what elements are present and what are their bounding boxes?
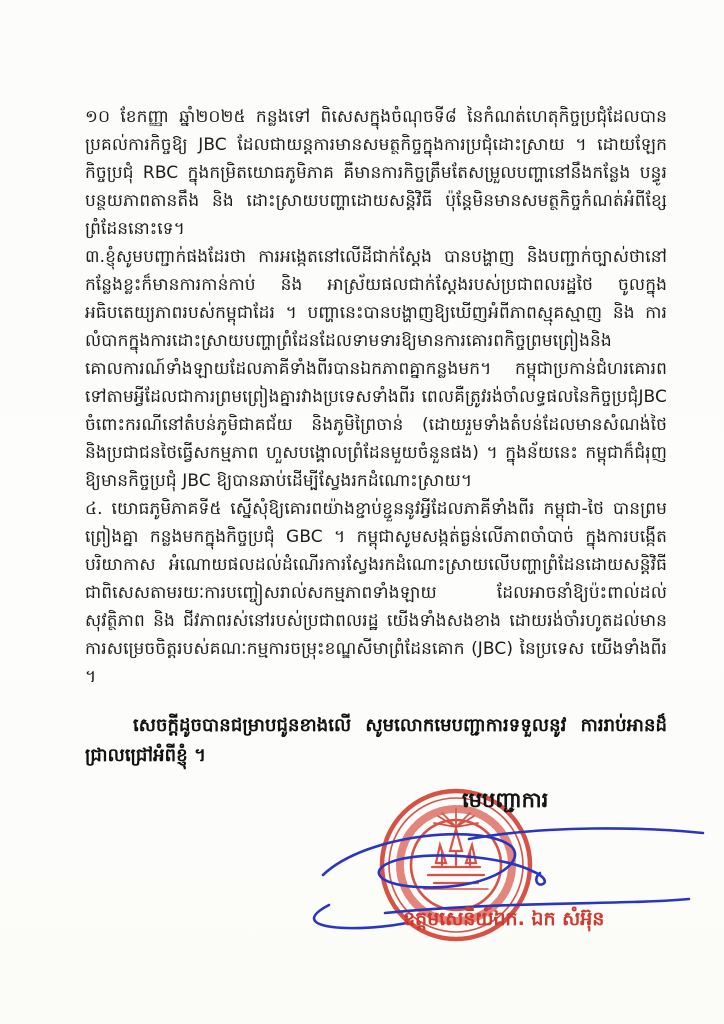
handwritten-signature <box>85 779 724 979</box>
letter-body <box>85 103 667 1014</box>
closing-statement: សេចក្តីដូចបានជម្រាបជូនខាងលើ សូមលោកមេបញ្ជាការទទួលនូវ ការរាប់អានដ៏ជ្រាលជ្រៅអំពីខ្ញុំ ។ <box>85 715 667 766</box>
paragraph-point-3: ៣.ខ្ញុំសូមបញ្ជាក់ផងដែរថា ការអង្កេតនៅលើដីជាក់ស្តែង បានបង្ហាញ និងបញ្ជាក់ច្បាស់ថានៅកន្លែងខ្លះក៏មានការកាន់កាប់ និង អាស្រ័យផលជាក់ស្តែងរបស់ប្រជាពលរដ្ឋថៃ ចូលក្នុងអធិបតេយ្យភាពរបស់កម្ពុជាដែរ ។ បញ្ហានេះបានបង្ហាញឱ្យឃើញអំពីភាពស្មុគស្មាញ និង ការលំបាកក្នុងការដោះស្រាយបញ្ហាព្រំដែនដែលទាមទារឱ្យមានការគោរពកិច្ចព្រមព្រៀងនិងគោលការណ៍ទាំងឡាយដែលភាគីទាំងពីរបានឯកភាពគ្នាកន្លងមក។ កម្ពុជាប្រកាន់ជំហរគោរពទៅតាមអ្វីដែលជាការព្រមព្រៀងគ្នារវាងប្រទេសទាំងពីរ ពេលគឺត្រូវរង់ចាំលទ្ធផលនៃកិច្ចប្រជុំJBC ចំពោះករណីនៅតំបន់ភូមិជាគជ័យ និងភូមិព្រៃចាន់ (ដោយរួមទាំងតំបន់ដែលមានសំណង់ថៃ និងប្រជាជនថៃធ្វើសកម្មភាព ហួសបង្គោលព្រំដែនមួយចំនួនផង) ។ ក្នុងន័យនេះ កម្ពុជាក៏ជំរុញឱ្យមានកិច្ចប្រជុំ JBC ឱ្យបានឆាប់ដើម្បីស្វែងរកដំណោះស្រាយ។ <box>85 247 667 491</box>
paragraph-continuation: ១០ ខែកញ្ញា ឆ្នាំ២០២៥ កន្លងទៅ ពិសេសក្នុងចំណុចទី៨ នៃកំណត់ហេតុកិច្ចប្រជុំដែលបានប្រគល់ការកិច្ចឱ្យ JBC ដែលជាយន្តការមានសមត្ថកិច្ចក្នុងការប្រជុំដោះស្រាយ ។ ដោយឡែក កិច្ចប្រជុំ RBC ក្នុងកម្រិតយោធភូមិភាគ គឺមានការកិច្ចត្រឹមតែសម្រួលបញ្ហានៅនឹងកន្លែង បន្ធូរបន្ថយភាពតានតឹង និង ដោះស្រាយបញ្ហាដោយសន្តិវិធី ប៉ុន្តែមិនមានសមត្ថកិច្ចកំណត់អំពីខ្សែព្រំដែននោះទេ។ <box>85 107 667 239</box>
signer-title: មេបញ្ជាការ <box>462 788 549 812</box>
signature-block <box>85 779 667 1014</box>
signer-rank-name: ឧត្តមសេនីយ៍ឯក. ឯក សំអ៊ុន <box>403 908 605 930</box>
paragraph-point-4: ៤. យោធភូមិភាគទី៥ ស្នើសុំឱ្យគោរពយ៉ាងខ្ជាប់ខ្ជួននូវអ្វីដែលភាគីទាំងពីរ កម្ពុជា-ថៃ បានព្រមព្រៀងគ្នា កន្លងមកក្នុងកិច្ចប្រជុំ GBC ។ កម្ពុជាសូមសង្កត់ធ្ងន់លើភាពចាំបាច់ ក្នុងការបង្កើតបរិយាកាស អំណោយផលដល់ដំណើរការស្វែងរកដំណោះស្រាយលើបញ្ហាព្រំដែនដោយសន្តិវិធី ជាពិសេសតាមរយៈការបញ្ចៀសរាល់សកម្មភាពទាំងឡាយ ដែលអាចនាំឱ្យប៉ះពាល់ដល់សុវត្ថិភាព និង ជីវភាពរស់នៅរបស់ប្រជាពលរដ្ឋ យើងទាំងសងខាង ដោយរង់ចាំរហូតដល់មានការសម្រេចចិត្តរបស់គណៈកម្មការចម្រុះខណ្ឌសីមាព្រំដែនគោក (JBC) នៃប្រទេស យើងទាំងពីរ ។ <box>85 499 667 687</box>
